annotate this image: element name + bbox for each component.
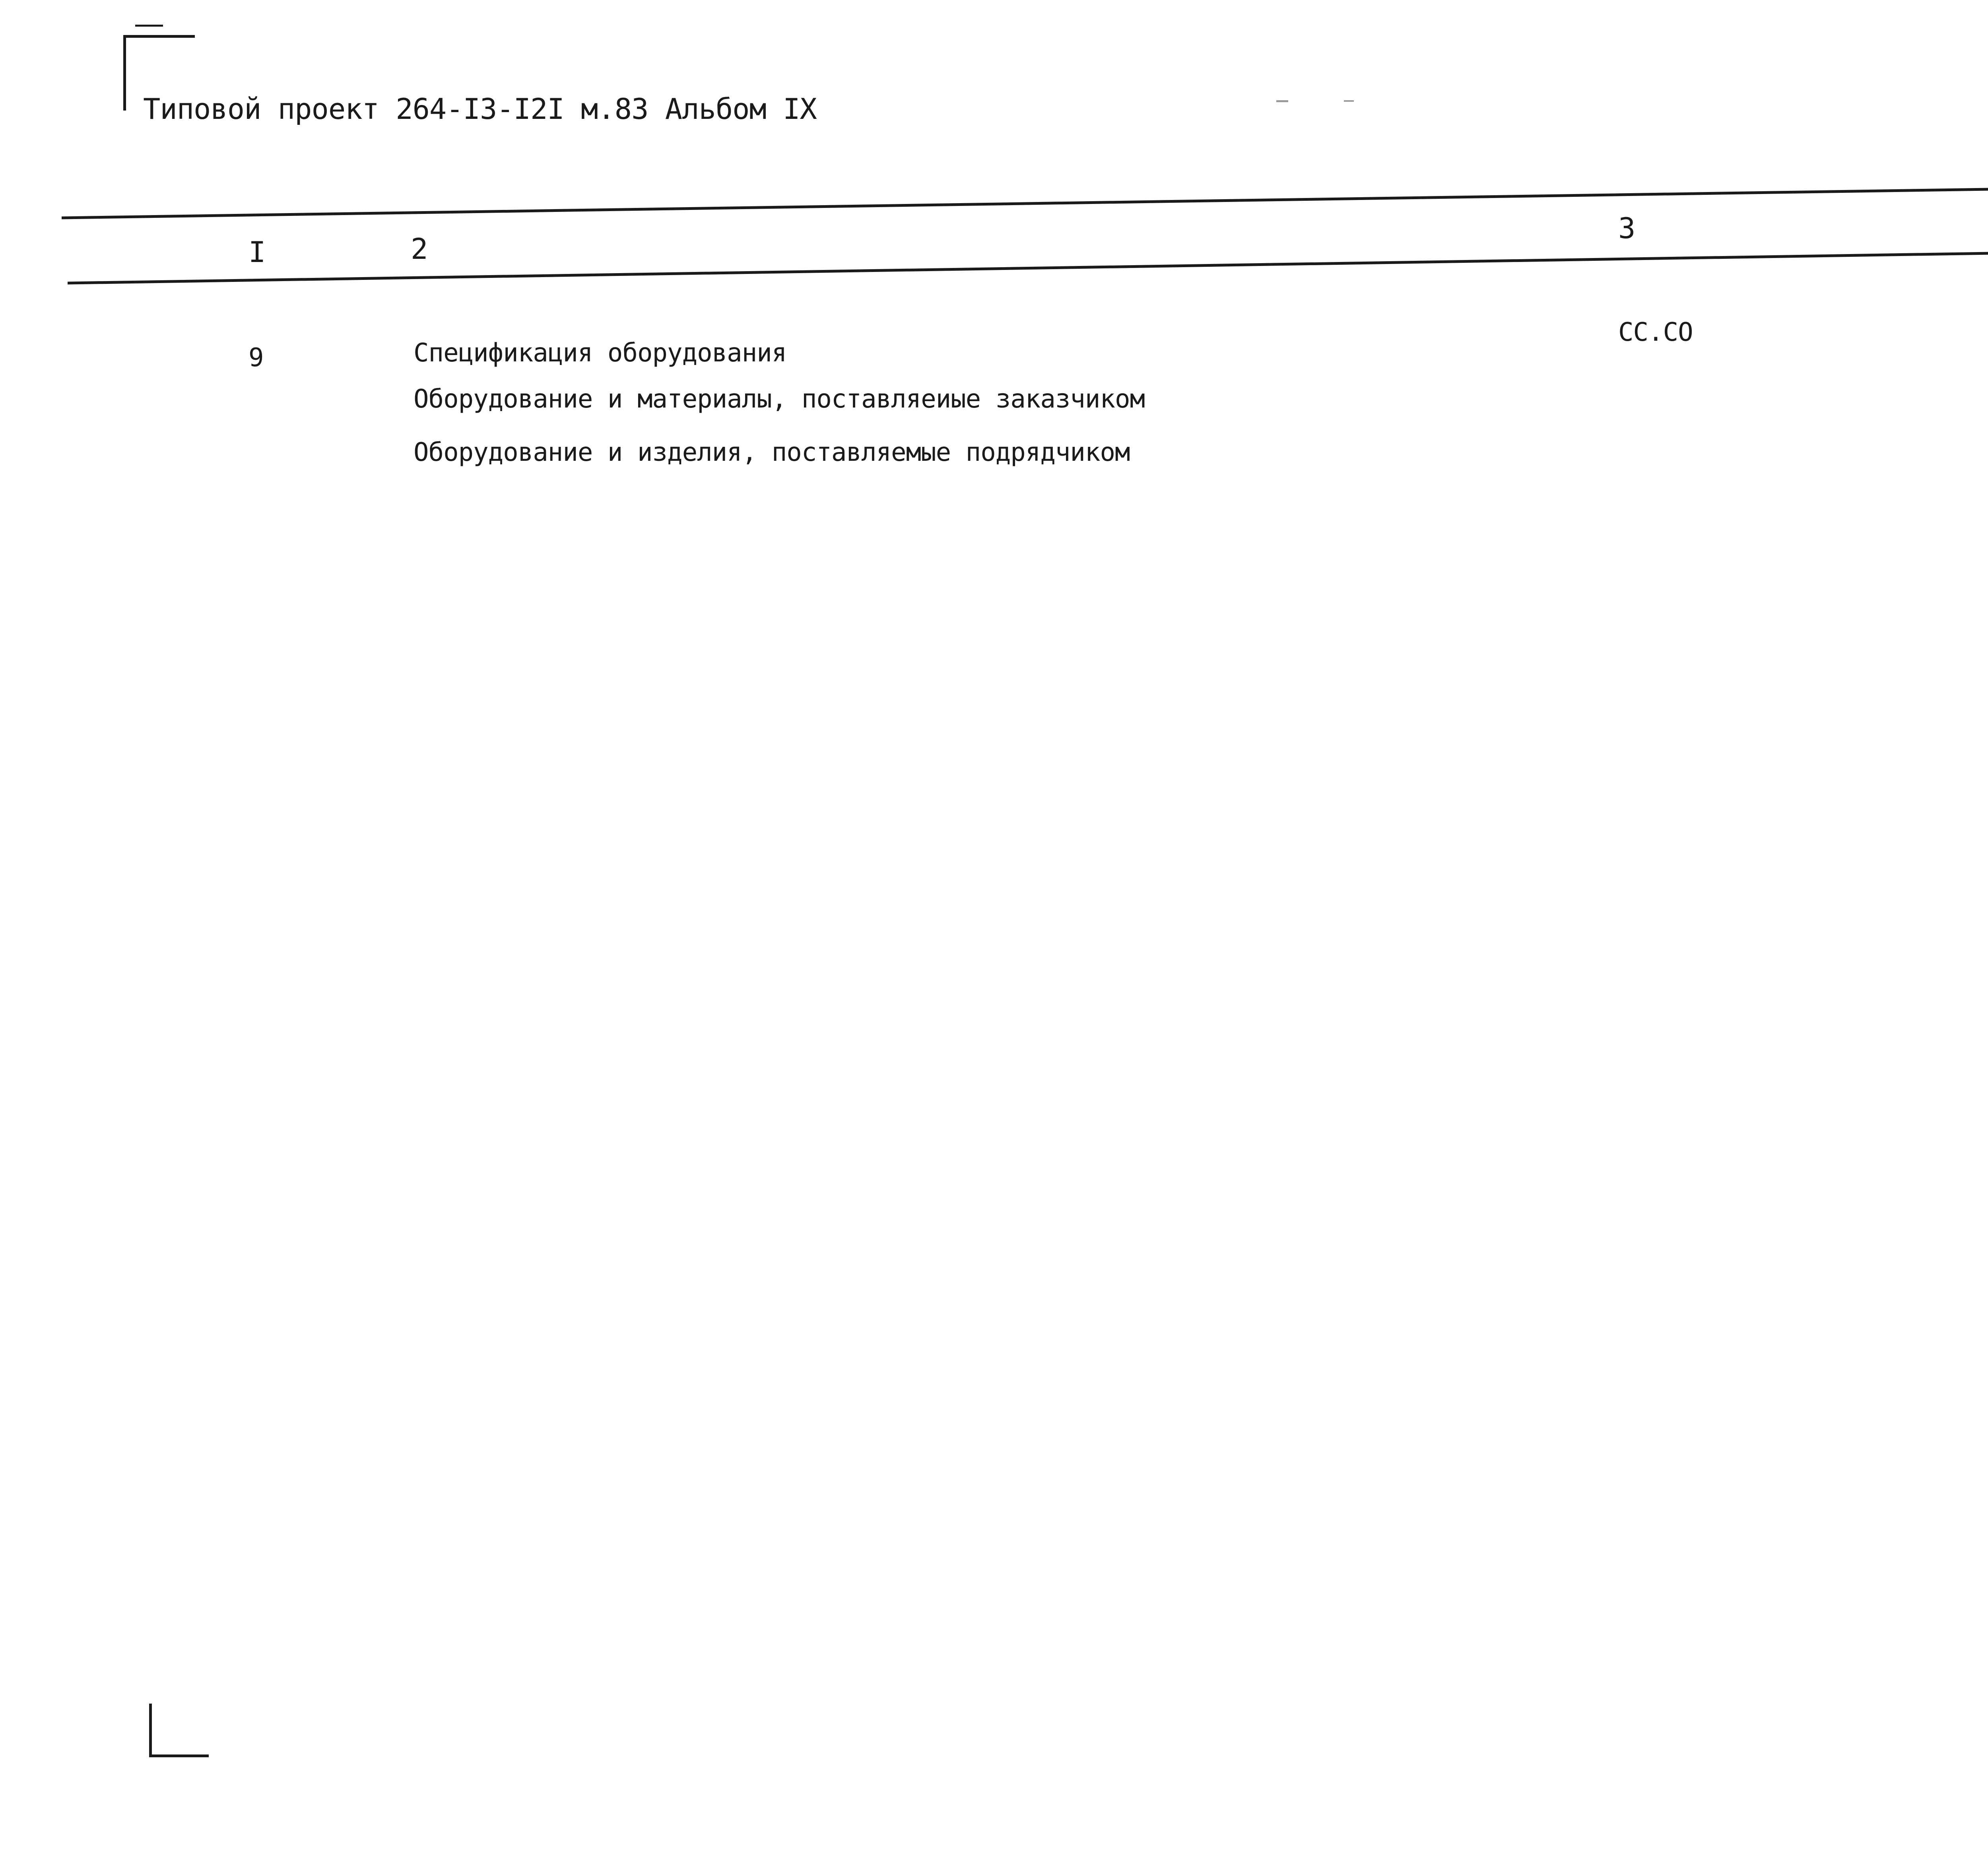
table-header-bottom-rule: [68, 243, 1988, 283]
table-cell-code: СС.СО: [1618, 318, 1693, 347]
column-header-3: 3: [1618, 212, 1635, 245]
table-top-rule: [62, 180, 1988, 218]
table-cell-name: Оборудование и изделия, поставляемые подрядчиком: [414, 438, 1130, 467]
column-header-1: I: [248, 235, 266, 269]
table-cell-name: Спецификация оборудования: [414, 338, 787, 368]
table-cell-name: Оборудование и материалы, поставляеиые заказчиком: [414, 384, 1145, 414]
table-cell-row-number: 9: [248, 343, 264, 373]
column-header-2: 2: [411, 232, 428, 266]
document-title: Типовой проект 264-I3-I2I м.83 Альбом IX: [143, 92, 817, 126]
